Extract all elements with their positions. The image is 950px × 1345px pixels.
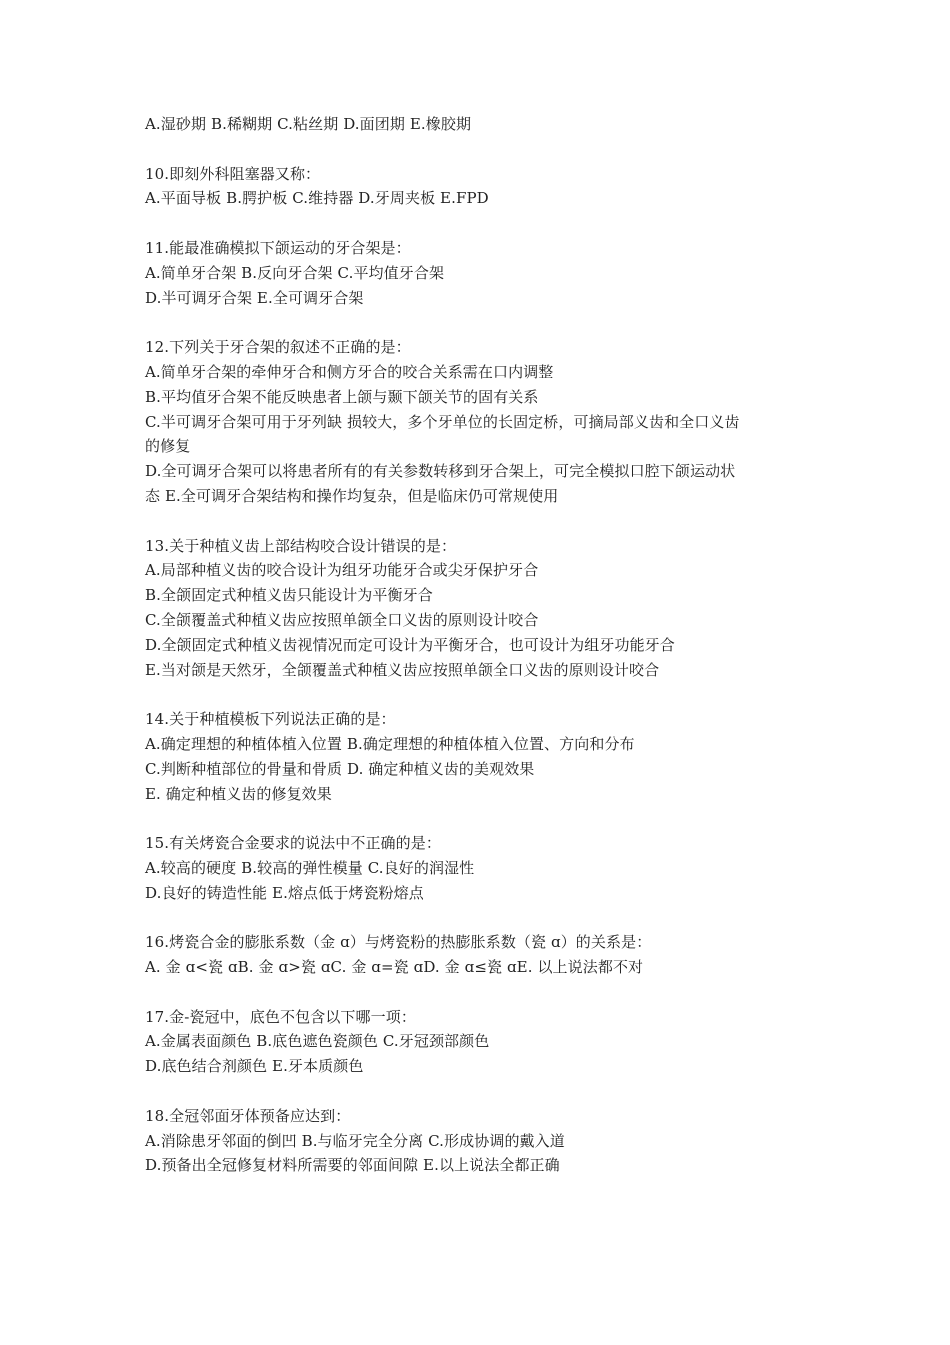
- q11-options-line-1: A.简单牙合架 B.反向牙合架 C.平均值牙合架: [145, 263, 445, 282]
- q16-options-line: A. 金 ɑ<瓷 ɑB. 金 ɑ>瓷 ɑC. 金 ɑ=瓷 ɑD. 金 ɑ≤瓷 ɑE. 以上说法都不对: [145, 958, 644, 977]
- spacer: [145, 509, 825, 534]
- q17-options-line-1: A.金属表面颜色 B.底色遮色瓷颜色 C.牙冠颈部颜色: [145, 1032, 490, 1051]
- spacer: [145, 211, 825, 236]
- spacer: [145, 806, 825, 831]
- q9-options-line: A.湿砂期 B.稀糊期 C.粘丝期 D.面团期 E.橡胶期: [145, 115, 472, 133]
- q18-options-line-1: A.消除患牙邻面的倒凹 B.与临牙完全分离 C.形成协调的戴入道: [145, 1131, 565, 1150]
- spacer: [145, 1079, 825, 1104]
- spacer: [145, 137, 825, 162]
- q15-options-line-2: D.良好的铸造性能 E.熔点低于烤瓷粉熔点: [145, 883, 424, 902]
- spacer: [145, 980, 825, 1005]
- q13-option-c: C.全颌覆盖式种植义齿应按照单颌全口义齿的原则设计咬合: [145, 610, 539, 629]
- spacer: [145, 906, 825, 931]
- q17-options-line-2: D.底色结合剂颜色 E.牙本质颜色: [145, 1057, 364, 1076]
- q12-option-b: B.平均值牙合架不能反映患者上颌与颞下颌关节的固有关系: [145, 387, 539, 406]
- q12-option-d-e: 态 E.全可调牙合架结构和操作均复杂，但是临床仍可常规使用: [145, 486, 559, 505]
- q12-option-c: C.半可调牙合架可用于牙列缺 损较大，多个牙单位的长固定桥，可摘局部义齿和全口义齿: [145, 412, 740, 431]
- document-body: [145, 112, 825, 1178]
- q12-question: 12.下列关于牙合架的叙述不正确的是：: [145, 338, 411, 357]
- q12-option-d: D.全可调牙合架可以将患者所有的有关参数转移到牙合架上，可完全模拟口腔下颌运动状: [145, 462, 736, 481]
- q15-options-line-1: A.较高的硬度 B.较高的弹性模量 C.良好的润湿性: [145, 858, 475, 877]
- q16-question: 16.烤瓷合金的膨胀系数（金 ɑ）与烤瓷粉的热膨胀系数（瓷 ɑ）的关系是：: [145, 933, 652, 952]
- q18-options-line-2: D.预备出全冠修复材料所需要的邻面间隙 E.以上说法全都正确: [145, 1156, 560, 1175]
- q13-option-b: B.全颌固定式种植义齿只能设计为平衡牙合: [145, 586, 433, 605]
- spacer: [145, 682, 825, 707]
- q13-option-d: D.全颌固定式种植义齿视情况而定可设计为平衡牙合，也可设计为组牙功能牙合: [145, 635, 675, 654]
- q17-question: 17.金-瓷冠中，底色不包含以下哪一项：: [145, 1007, 416, 1026]
- q13-question: 13.关于种植义齿上部结构咬合设计错误的是：: [145, 536, 457, 555]
- q10-options-line: A.平面导板 B.腭护板 C.维持器 D.牙周夹板 E.FPD: [145, 189, 489, 208]
- q13-option-e: E.当对颌是天然牙，全颌覆盖式种植义齿应按照单颌全口义齿的原则设计咬合: [145, 660, 660, 679]
- q14-options-line-3: E. 确定种植义齿的修复效果: [145, 784, 332, 803]
- q14-options-line-1: A.确定理想的种植体植入位置 B.确定理想的种植体植入位置、方向和分布: [145, 734, 635, 753]
- q18-question: 18.全冠邻面牙体预备应达到：: [145, 1106, 351, 1125]
- q15-question: 15.有关烤瓷合金要求的说法中不正确的是：: [145, 834, 441, 853]
- spacer: [145, 310, 825, 335]
- q10-question: 10.即刻外科阻塞器又称：: [145, 164, 321, 183]
- q14-question: 14.关于种植模板下列说法正确的是：: [145, 710, 396, 729]
- q12-option-c-cont: 的修复: [145, 437, 191, 456]
- q12-option-a: A.简单牙合架的牵伸牙合和侧方牙合的咬合关系需在口内调整: [145, 362, 554, 381]
- q13-option-a: A.局部种植义齿的咬合设计为组牙功能牙合或尖牙保护牙合: [145, 561, 539, 580]
- q11-question: 11.能最准确模拟下颌运动的牙合架是：: [145, 238, 411, 257]
- q11-options-line-2: D.半可调牙合架 E.全可调牙合架: [145, 288, 364, 307]
- q14-options-line-2: C.判断种植部位的骨量和骨质 D. 确定种植义齿的美观效果: [145, 759, 535, 778]
